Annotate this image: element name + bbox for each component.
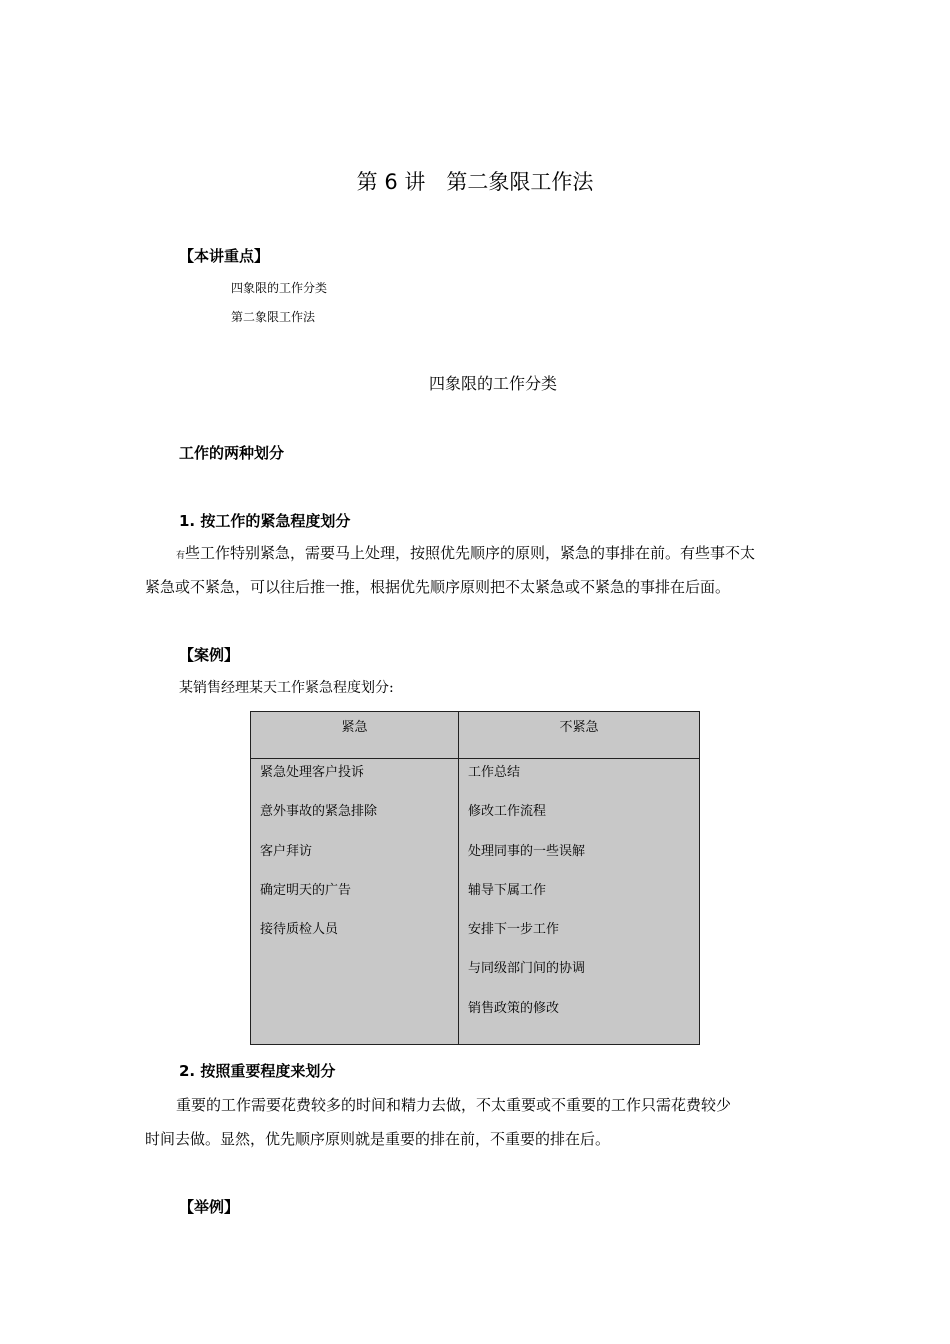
part1-heading: 1. 按工作的紧急程度划分 <box>179 512 351 530</box>
urgent-column <box>251 759 459 1045</box>
urgency-table <box>250 711 700 1045</box>
case-heading: 【案例】 <box>179 646 240 664</box>
table-header-urgent: 紧急 <box>251 712 459 759</box>
table-cell: 处理同事的一些误解 <box>468 843 586 859</box>
table-cell: 修改工作流程 <box>468 804 547 820</box>
part1-line1-text: 些工作特别紧急，需要马上处理，按照优先顺序的原则，紧急的事排在前。有些事不太 <box>185 544 756 562</box>
subsection-heading: 工作的两种划分 <box>179 444 285 462</box>
part2-paragraph-line: 重要的工作需要花费较多的时间和精力去做，不太重要或不重要的工作只需花费较少 <box>176 1096 732 1114</box>
page-title: 第 6 讲 第二象限工作法 <box>356 170 594 194</box>
table-cell: 紧急处理客户投诉 <box>260 765 365 780</box>
key-point-item: 四象限的工作分类 <box>231 281 328 295</box>
table-header-not-urgent: 不紧急 <box>459 712 700 759</box>
table-cell: 辅导下属工作 <box>468 882 547 898</box>
part1-paragraph-line: 紧急或不紧急，可以往后推一推，根据优先顺序原则把不太紧急或不紧急的事排在后面。 <box>145 578 731 596</box>
part2-paragraph-line: 时间去做。显然，优先顺序原则就是重要的排在前，不重要的排在后。 <box>145 1130 611 1148</box>
table-cell: 安排下一步工作 <box>468 922 560 938</box>
table-cell: 接待质检人员 <box>260 922 339 938</box>
key-points-heading: 【本讲重点】 <box>179 247 270 265</box>
table-cell: 销售政策的修改 <box>468 1000 560 1016</box>
table-cell: 意外事故的紧急排除 <box>260 804 378 820</box>
table-cell: 工作总结 <box>468 765 521 780</box>
part1-paragraph-line <box>176 542 755 563</box>
drop-char: 有 <box>176 551 186 561</box>
not-urgent-column <box>459 759 700 1045</box>
part2-heading: 2. 按照重要程度来划分 <box>179 1062 336 1080</box>
example-heading: 【举例】 <box>179 1198 240 1216</box>
table-cell: 与同级部门间的协调 <box>468 961 586 977</box>
case-intro: 某销售经理某天工作紧急程度划分: <box>179 680 394 696</box>
section-title: 四象限的工作分类 <box>428 374 557 393</box>
table-cell: 客户拜访 <box>260 843 313 859</box>
key-point-item: 第二象限工作法 <box>231 310 316 324</box>
table-cell: 确定明天的广告 <box>260 882 352 898</box>
